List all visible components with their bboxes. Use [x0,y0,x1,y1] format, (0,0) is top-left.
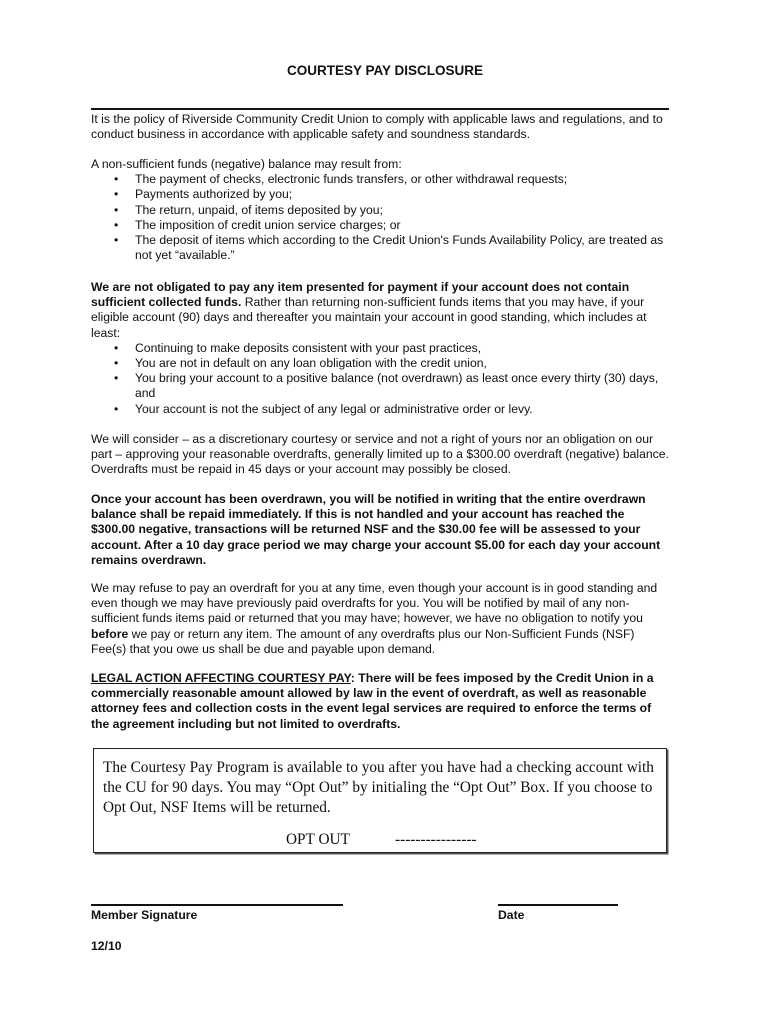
list-item: • You bring your account to a positive balance (not overdrawn) as least once every thirty (30) days, and [91,371,671,401]
legal-action-heading: LEGAL ACTION AFFECTING COURTESY PAY [91,671,351,685]
revision-code: 12/10 [91,939,122,953]
list-item: • Continuing to make deposits consistent with your past practices, [91,341,671,356]
policy-intro: It is the policy of Riverside Community Credit Union to comply with applicable laws and regulations, and to conduct business in accordance with applicable safety and soundness standards. [91,112,663,142]
nsf-intro: A non-sufficient funds (negative) balance may result from: [91,157,402,171]
obligation-text: Rather than returning non-sufficient funds items that you may have, if your eligible account (90) days and thereafter you maintain your account in good standing, which includes at least: [91,295,647,340]
date-label: Date [498,908,525,922]
member-signature-line[interactable] [91,904,343,906]
refusal-paragraph [91,581,671,657]
obligation-paragraph [91,280,671,341]
title-divider [91,108,669,110]
document-title: COURTESY PAY DISCLOSURE [286,63,484,78]
date-line[interactable] [498,904,618,906]
standing-conditions-list [91,341,671,417]
refusal-text-2: we pay or return any item. The amount of any overdrafts plus our Non-Sufficient Funds (NSF) Fee(s) that you owe us shall be due and payable upon demand. [91,626,635,656]
list-item: • Your account is not the subject of any legal or administrative order or levy. [91,402,671,417]
list-item: • The payment of checks, electronic funds transfers, or other withdrawal requests; [91,172,671,187]
list-item: • The deposit of items which according to the Credit Union's Funds Availability Policy, are treated as not yet “available.” [91,233,671,263]
member-signature-label: Member Signature [91,908,198,922]
legal-action-paragraph [91,671,671,732]
opt-out-label: OPT OUT [286,831,350,848]
legal-action-text: There will be fees imposed by the Credit Union in a commercially reasonable amount allowed by law in the event of overdraft, as well as reasonable attorney fees and collection costs in the event legal services are required to enforce the terms of the agreement including but not limited to overdrafts. [91,671,654,731]
opt-out-box [93,748,667,853]
refusal-bold-before: before [91,626,129,641]
obligation-bold-text: We are not obligated to pay any item presented for payment if your account does not contain sufficient collected funds. [91,280,630,310]
legal-action-colon: : [350,671,355,685]
list-item: • You are not in default on any loan obligation with the credit union, [91,356,671,371]
list-item: • Payments authorized by you; [91,187,671,202]
opt-out-initial-field[interactable]: ---------------- [395,831,477,848]
list-item: • The imposition of credit union service charges; or [91,218,671,233]
courtesy-consideration: We will consider – as a discretionary courtesy or service and not a right of yours nor an obligation on our part – approving your reasonable overdrafts, generally limited up to a $300.00 overdraft (negative) balance. Overdrafts must be repaid in 45 days or your account may possibly be closed. [91,432,669,477]
nsf-causes-list [91,172,671,263]
opt-out-description: The Courtesy Pay Program is available to you after you have had a checking account with the CU for 90 days. You may “Opt Out” by initialing the “Opt Out” Box. If you choose to Opt Out, NSF Items will be returned. [103,759,654,816]
obligation-section [91,280,671,417]
nsf-section [91,157,671,263]
overdrawn-notice: Once your account has been overdrawn, you will be notified in writing that the entire overdrawn balance shall be repaid immediately. If this is not handled and your account has reached the $300.00 negative, transactions will be returned NSF and the $30.00 fee will be assessed to your account. After a 10 day grace period we may charge your account $5.00 for each day your account remains overdrawn. [91,492,661,567]
list-item: • The return, unpaid, of items deposited by you; [91,203,671,218]
refusal-text-1: We may refuse to pay an overdraft for you at any time, even though your account is in good standing and even though we may have previously paid overdrafts for you. You will be notified by mail of any non-sufficient funds items paid or returned that you may have; however, we have no obligation to notify you [91,581,658,626]
